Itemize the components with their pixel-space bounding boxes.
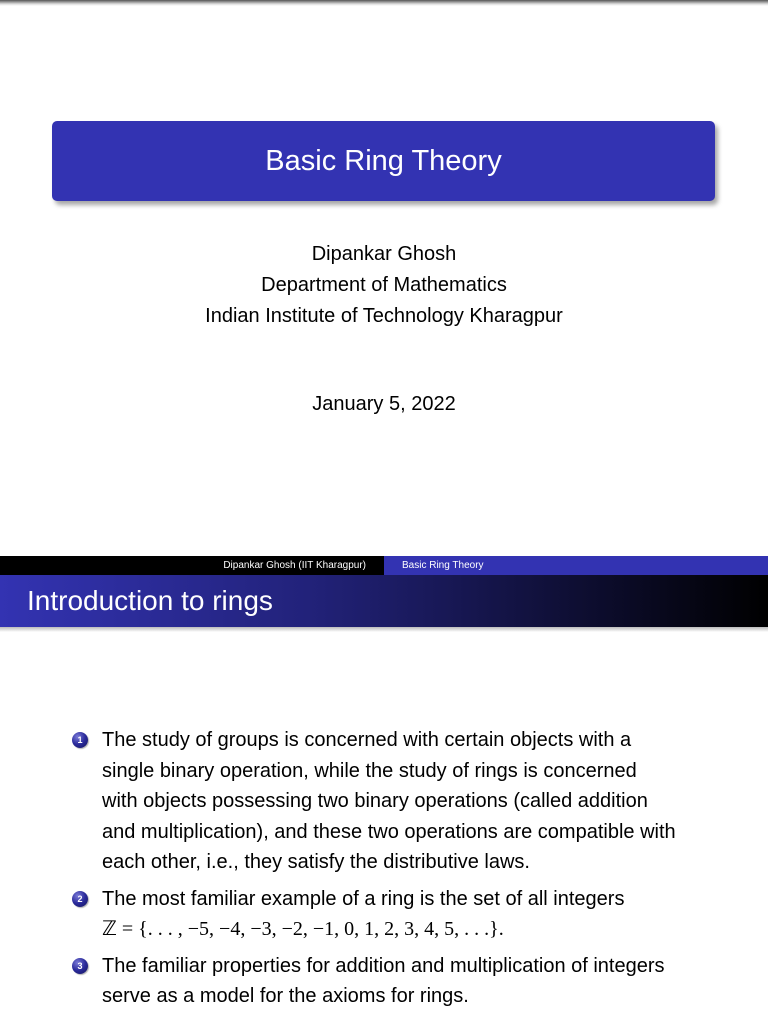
integers-set-formula: ℤ = {. . . , −5, −4, −3, −2, −1, 0, 1, 2, 3, 4, 5, . . .}. bbox=[102, 918, 504, 940]
title-box bbox=[52, 121, 715, 201]
item-line: single binary operation, while the study of rings is concerned bbox=[102, 759, 637, 782]
number-bullet-icon: 3 bbox=[72, 958, 88, 974]
enumerated-list bbox=[72, 725, 722, 1018]
number-bullet-icon: 2 bbox=[72, 891, 88, 907]
footer-title-text: Basic Ring Theory bbox=[402, 560, 484, 571]
item-line: The most familiar example of a ring is the set of all integers bbox=[102, 887, 625, 910]
item-line: The familiar properties for addition and multiplication of integers bbox=[102, 954, 665, 977]
frame-header bbox=[0, 575, 768, 627]
item-line: with objects possessing two binary operations (called addition bbox=[102, 790, 648, 812]
presentation-title: Basic Ring Theory bbox=[265, 144, 502, 177]
author-name: Dipankar Ghosh bbox=[311, 243, 457, 265]
footer-author-text: Dipankar Ghosh (IIT Kharagpur) bbox=[223, 560, 366, 571]
item-line: each other, i.e., they satisfy the distributive laws. bbox=[102, 851, 530, 873]
item-line: The study of groups is concerned with certain objects with a bbox=[102, 729, 632, 751]
presentation-date: January 5, 2022 bbox=[312, 393, 456, 415]
footer-author bbox=[0, 556, 384, 575]
author-block bbox=[0, 239, 768, 332]
list-item bbox=[72, 951, 722, 1012]
title-slide bbox=[0, 6, 768, 556]
list-item bbox=[72, 884, 722, 945]
author-institute: Indian Institute of Technology Kharagpur bbox=[205, 305, 563, 327]
list-item bbox=[72, 725, 722, 878]
frame-title: Introduction to rings bbox=[27, 585, 273, 616]
slide-footer bbox=[0, 556, 768, 575]
author-department: Department of Mathematics bbox=[261, 274, 507, 296]
frame-header-shadow bbox=[0, 627, 768, 632]
item-line: and multiplication), and these two operations are compatible with bbox=[102, 820, 676, 843]
footer-title bbox=[384, 556, 768, 575]
item-line: serve as a model for the axioms for rings. bbox=[102, 985, 469, 1007]
number-bullet-icon: 1 bbox=[72, 732, 88, 748]
